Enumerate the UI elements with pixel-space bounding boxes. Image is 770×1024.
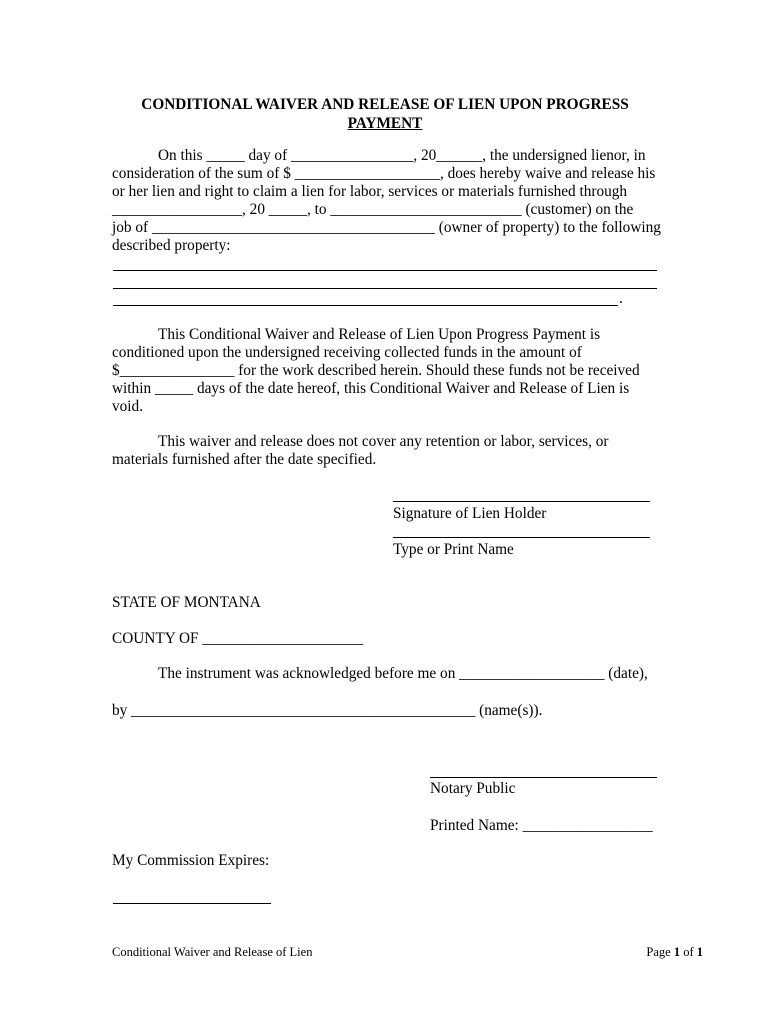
county-label: COUNTY OF _____________________ [112,630,363,647]
para1-line: On this _____ day of ________________, 20______, the undersigned lienor, in [158,147,646,164]
para2-line: This Conditional Waiver and Release of Lien Upon Progress Payment is [158,326,601,343]
acknowledged-line: The instrument was acknowledged before me on ___________________ (date), [158,665,648,682]
para1-line: _________________, 20 _____, to _________________________ (customer) on the [112,201,634,218]
page-current: 1 [673,945,681,959]
acknowledged-by-line: by _____________________________________________ (name(s)). [112,702,543,719]
state-label: STATE OF MONTANA [112,594,261,611]
printed-name-label: Printed Name: _________________ [430,817,653,834]
commission-expires-label: My Commission Expires: [112,852,270,869]
para1-line: consideration of the sum of $ ___________________, does hereby waive and release his [112,165,656,182]
commission-expires-line [113,903,271,904]
signature-line [393,501,650,502]
page-number [646,945,703,960]
print-name-line [393,537,650,538]
document-title [110,95,660,133]
title-line-2: PAYMENT [347,115,423,132]
title-line-1: CONDITIONAL WAIVER AND RELEASE OF LIEN UPON PROGRESS [141,96,629,113]
of-word: of [680,945,697,959]
print-name-label: Type or Print Name [393,541,514,558]
page-total: 1 [696,945,703,959]
notary-public-label: Notary Public [430,780,516,797]
property-line-1 [113,270,657,271]
signature-label: Signature of Lien Holder [393,505,547,522]
property-line-3 [113,305,618,306]
para3-line: This waiver and release does not cover any retention or labor, services, or [158,433,609,450]
para2-line: $_______________ for the work described herein. Should these funds not be received [112,362,640,379]
para2-line: within _____ days of the date hereof, this Conditional Waiver and Release of Lien is [112,380,630,397]
property-line-2 [113,288,657,289]
para2-line: conditioned upon the undersigned receiving collected funds in the amount of [112,344,582,361]
notary-signature-line [430,777,657,778]
property-period: . [619,290,623,307]
page-word: Page [646,945,674,959]
para3-line: materials furnished after the date specified. [112,451,377,468]
para1-line: described property: [112,237,231,254]
para1-line: or her lien and right to claim a lien for labor, services or materials furnished through [112,183,628,200]
para2-line: void. [112,398,144,415]
footer-title: Conditional Waiver and Release of Lien [112,945,313,959]
para1-line: job of _____________________________________ (owner of property) to the following [112,219,661,236]
